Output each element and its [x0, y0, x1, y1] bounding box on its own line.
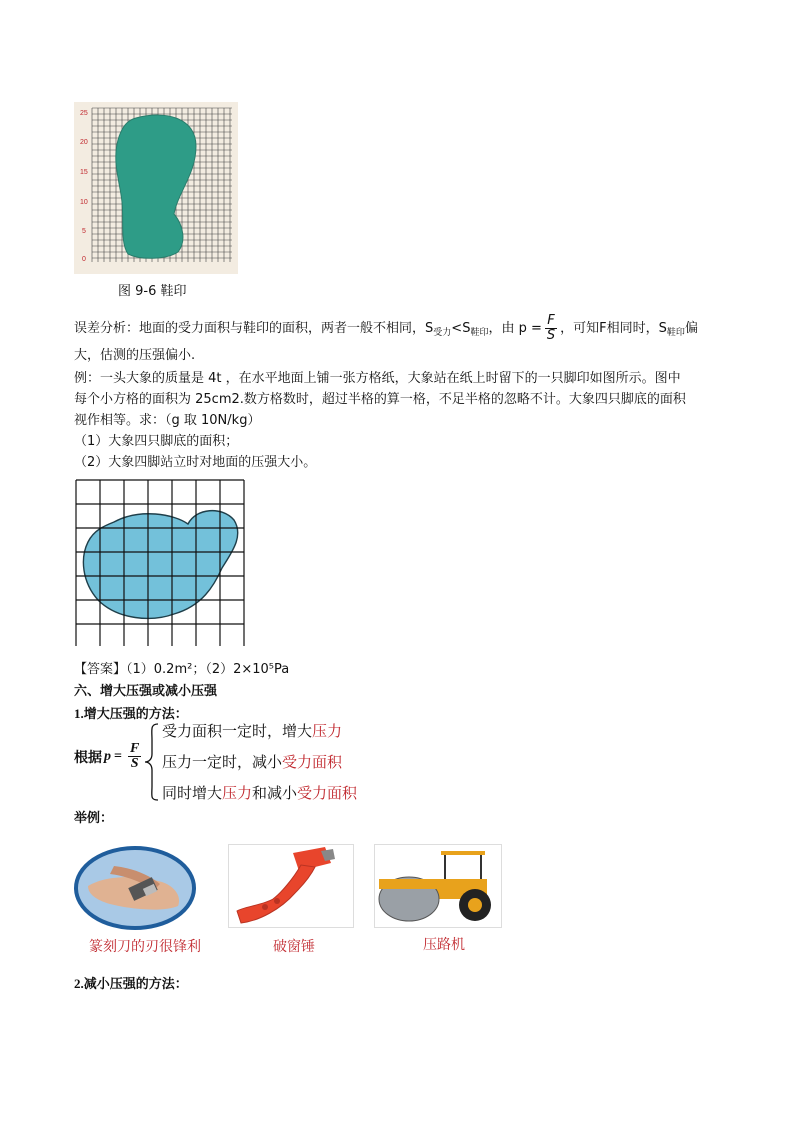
- method-highlight: 压力: [312, 722, 343, 740]
- s-symbol: S: [658, 321, 667, 336]
- shoe-print-graph: [74, 102, 238, 274]
- formula-lhs: [74, 742, 144, 771]
- p-symbol: p: [104, 748, 111, 764]
- example-line3: 视作相等。求：（g 取 10N/kg）: [74, 413, 261, 428]
- method-text: 压力一定时，减小: [162, 753, 283, 771]
- method-text: 同时增大: [162, 784, 223, 802]
- y-tick-label: 15: [80, 169, 88, 176]
- method-heading-increase: 1.增大压强的方法：: [74, 706, 188, 721]
- question-1: （1）大象四只脚底的面积；: [74, 434, 239, 449]
- figure-caption: 图 9-6 鞋印: [118, 284, 187, 299]
- s-symbol: S: [425, 321, 434, 336]
- less-than: <: [451, 321, 463, 336]
- curly-brace: [142, 720, 162, 804]
- method-highlight: 受力面积: [297, 784, 358, 802]
- method-heading-decrease: 2.减小压强的方法：: [74, 976, 188, 991]
- error-analysis-line1: [74, 314, 698, 343]
- example-line2: 每个小方格的面积为 25cm2.数方格数时，超过半格的算一格，不足半格的忽略不计。大象四只脚底的面积: [74, 392, 686, 407]
- pressure-fraction: [128, 742, 141, 771]
- method-highlight: 压力: [222, 784, 253, 802]
- y-tick-label: 10: [80, 199, 88, 206]
- method-3: [162, 782, 357, 803]
- fraction-denominator: S: [130, 756, 139, 771]
- analysis-after: ，可知F相同时，: [560, 321, 659, 336]
- answer-line: 【答案】（1）0.2m²；（2）2×10⁵Pa: [74, 662, 290, 677]
- method-text: 受力面积一定时，增大: [162, 722, 313, 740]
- y-tick-label: 5: [82, 228, 86, 235]
- shoe-print-figure: [74, 102, 238, 274]
- method-text: 和减小: [252, 784, 298, 802]
- s-symbol: S: [462, 321, 471, 336]
- carving-knife-photo: [74, 846, 196, 930]
- y-tick-label: 25: [80, 110, 88, 117]
- s-subscript: 鞋印: [666, 328, 685, 338]
- method-2: [162, 751, 342, 772]
- example-caption: 篆刻刀的刃很锋利: [89, 939, 201, 955]
- fraction-numerator: F: [129, 741, 140, 756]
- road-roller-photo: [374, 844, 502, 928]
- analysis-end: 偏: [684, 321, 698, 336]
- shoe-print-shape: [116, 115, 196, 258]
- analysis-prefix: 误差分析：地面的受力面积与鞋印的面积，两者一般不相同，: [74, 321, 426, 336]
- y-tick-label: 0: [82, 256, 86, 263]
- s-subscript: 鞋印: [470, 328, 489, 338]
- example-caption: 压路机: [423, 937, 465, 953]
- question-2: （2）大象四脚站立时对地面的压强大小。: [74, 455, 317, 470]
- basis-label: 根据: [74, 750, 102, 766]
- footprint-shape: [83, 511, 237, 619]
- window-hammer-photo: [228, 844, 354, 928]
- section-title: 六、增大压强或减小压强: [74, 684, 218, 699]
- equals-sign: =: [114, 748, 122, 764]
- example-caption: 破窗锤: [273, 939, 315, 955]
- elephant-footprint-figure: [74, 478, 248, 650]
- method-highlight: 受力面积: [282, 753, 343, 771]
- pressure-formula-block: [74, 720, 394, 804]
- example-line1: 例：一头大象的质量是 4t ，在水平地面上铺一张方格纸，大象站在纸上时留下的一只脚印如图所示。图中: [74, 371, 681, 386]
- analysis-mid: ，由 p =: [488, 321, 542, 336]
- fraction-numerator: F: [547, 313, 555, 328]
- examples-label: 举例：: [74, 810, 114, 825]
- s-subscript: 受力: [433, 328, 452, 338]
- fraction-denominator: S: [546, 328, 556, 343]
- y-tick-label: 20: [80, 139, 88, 146]
- error-analysis-line2: 大，估测的压强偏小.: [74, 348, 196, 363]
- pressure-fraction: [545, 314, 557, 343]
- elephant-footprint-graph: [74, 478, 248, 650]
- method-1: [162, 720, 342, 741]
